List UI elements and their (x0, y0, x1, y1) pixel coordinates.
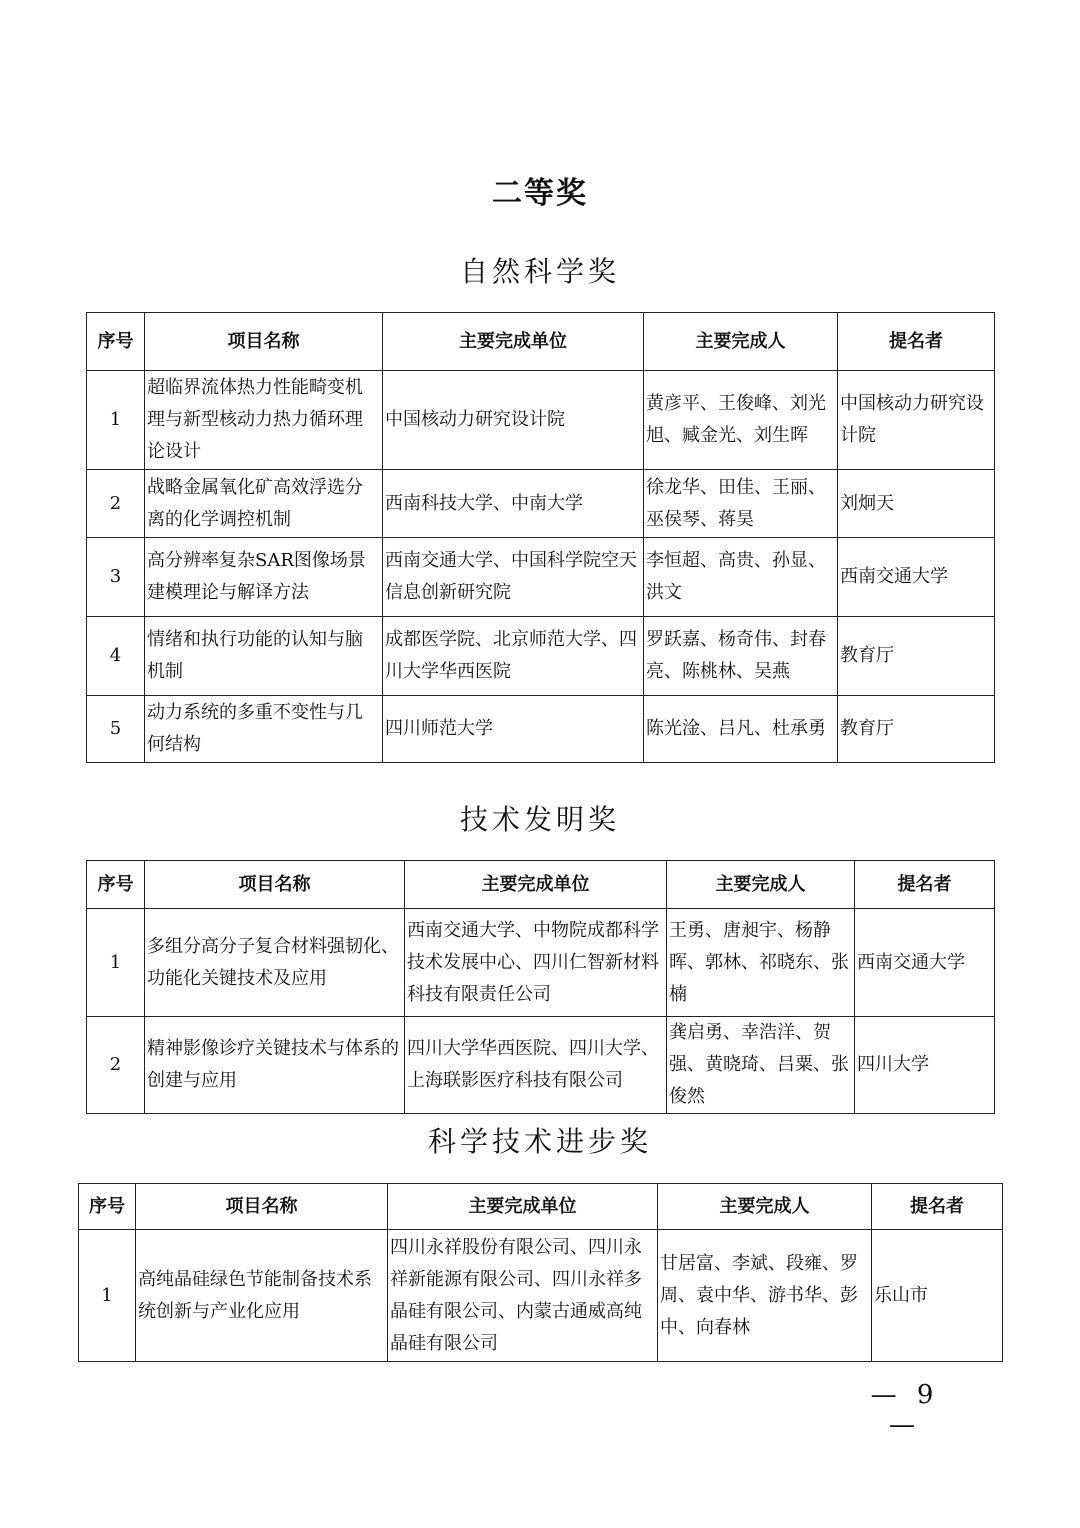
cell-unit: 四川师范大学 (383, 696, 644, 763)
cell-no: 1 (87, 371, 145, 470)
cell-unit: 西南交通大学、中国科学院空天信息创新研究院 (383, 538, 644, 617)
cell-no: 3 (87, 538, 145, 617)
table-row (87, 696, 995, 763)
cell-nominator: 乐山市 (872, 1230, 1003, 1362)
column-header-name: 项目名称 (136, 1184, 388, 1230)
cell-unit: 四川大学华西医院、四川大学、上海联影医疗科技有限公司 (405, 1017, 667, 1114)
cell-unit: 成都医学院、北京师范大学、四川大学华西医院 (383, 617, 644, 696)
column-header-name: 项目名称 (145, 861, 405, 909)
column-header-people: 主要完成人 (644, 313, 838, 371)
table-row (87, 371, 995, 470)
column-header-no: 序号 (87, 861, 145, 909)
cell-people: 徐龙华、田佳、王丽、巫侯琴、蒋昊 (644, 470, 838, 538)
cell-nominator: 教育厅 (838, 696, 995, 763)
cell-people: 黄彦平、王俊峰、刘光旭、臧金光、刘生晖 (644, 371, 838, 470)
cell-name: 动力系统的多重不变性与几何结构 (145, 696, 383, 763)
table-row (87, 909, 995, 1017)
cell-people: 李恒超、高贵、孙显、洪文 (644, 538, 838, 617)
cell-name: 战略金属氧化矿高效浮选分离的化学调控机制 (145, 470, 383, 538)
cell-unit: 中国核动力研究设计院 (383, 371, 644, 470)
cell-people: 龚启勇、幸浩洋、贺强、黄晓琦、吕粟、张俊然 (667, 1017, 855, 1114)
column-header-unit: 主要完成单位 (405, 861, 667, 909)
cell-name: 情绪和执行功能的认知与脑机制 (145, 617, 383, 696)
cell-people: 甘居富、李斌、段雍、罗周、袁中华、游书华、彭中、向春林 (658, 1230, 872, 1362)
cell-nominator: 四川大学 (855, 1017, 995, 1114)
table-row (87, 470, 995, 538)
cell-unit: 西南交通大学、中物院成都科学技术发展中心、四川仁智新材料科技有限责任公司 (405, 909, 667, 1017)
cell-people: 王勇、唐昶宇、杨静晖、郭林、祁晓东、张楠 (667, 909, 855, 1017)
cell-no: 1 (79, 1230, 136, 1362)
column-header-name: 项目名称 (145, 313, 383, 371)
table-row (87, 538, 995, 617)
technical-invention-table (86, 860, 995, 1114)
cell-people: 陈光淦、吕凡、杜承勇 (644, 696, 838, 763)
column-header-people: 主要完成人 (658, 1184, 872, 1230)
cell-nominator: 西南交通大学 (855, 909, 995, 1017)
column-header-unit: 主要完成单位 (388, 1184, 658, 1230)
cell-nominator: 刘炯天 (838, 470, 995, 538)
cell-name: 精神影像诊疗关键技术与体系的创建与应用 (145, 1017, 405, 1114)
table-row (87, 617, 995, 696)
cell-no: 2 (87, 470, 145, 538)
cell-name: 超临界流体热力性能畸变机理与新型核动力热力循环理论设计 (145, 371, 383, 470)
sci-tech-progress-table (78, 1183, 1003, 1362)
section-title-sci-tech-progress: 科学技术进步奖 (427, 1125, 652, 1158)
page-number: — 9 — (870, 1380, 940, 1440)
section-title-technical-invention: 技术发明奖 (459, 803, 620, 836)
main-title: 二等奖 (492, 176, 588, 211)
section-title-natural-science: 自然科学奖 (459, 255, 620, 288)
cell-name: 高纯晶硅绿色节能制备技术系统创新与产业化应用 (136, 1230, 388, 1362)
column-header-no: 序号 (87, 313, 145, 371)
cell-unit: 四川永祥股份有限公司、四川永祥新能源有限公司、四川永祥多晶硅有限公司、内蒙古通威高纯晶硅有限公司 (388, 1230, 658, 1362)
column-header-nominator: 提名者 (855, 861, 995, 909)
cell-nominator: 中国核动力研究设计院 (838, 371, 995, 470)
cell-unit: 西南科技大学、中南大学 (383, 470, 644, 538)
cell-nominator: 西南交通大学 (838, 538, 995, 617)
table-row (87, 1017, 995, 1114)
column-header-people: 主要完成人 (667, 861, 855, 909)
column-header-nominator: 提名者 (838, 313, 995, 371)
cell-no: 1 (87, 909, 145, 1017)
column-header-unit: 主要完成单位 (383, 313, 644, 371)
cell-no: 5 (87, 696, 145, 763)
cell-nominator: 教育厅 (838, 617, 995, 696)
cell-name: 高分辨率复杂SAR图像场景建模理论与解译方法 (145, 538, 383, 617)
table-row (79, 1230, 1003, 1362)
column-header-nominator: 提名者 (872, 1184, 1003, 1230)
cell-name: 多组分高分子复合材料强韧化、功能化关键技术及应用 (145, 909, 405, 1017)
cell-people: 罗跃嘉、杨奇伟、封春亮、陈桃林、吴燕 (644, 617, 838, 696)
cell-no: 2 (87, 1017, 145, 1114)
cell-no: 4 (87, 617, 145, 696)
column-header-no: 序号 (79, 1184, 136, 1230)
natural-science-table (86, 312, 995, 763)
